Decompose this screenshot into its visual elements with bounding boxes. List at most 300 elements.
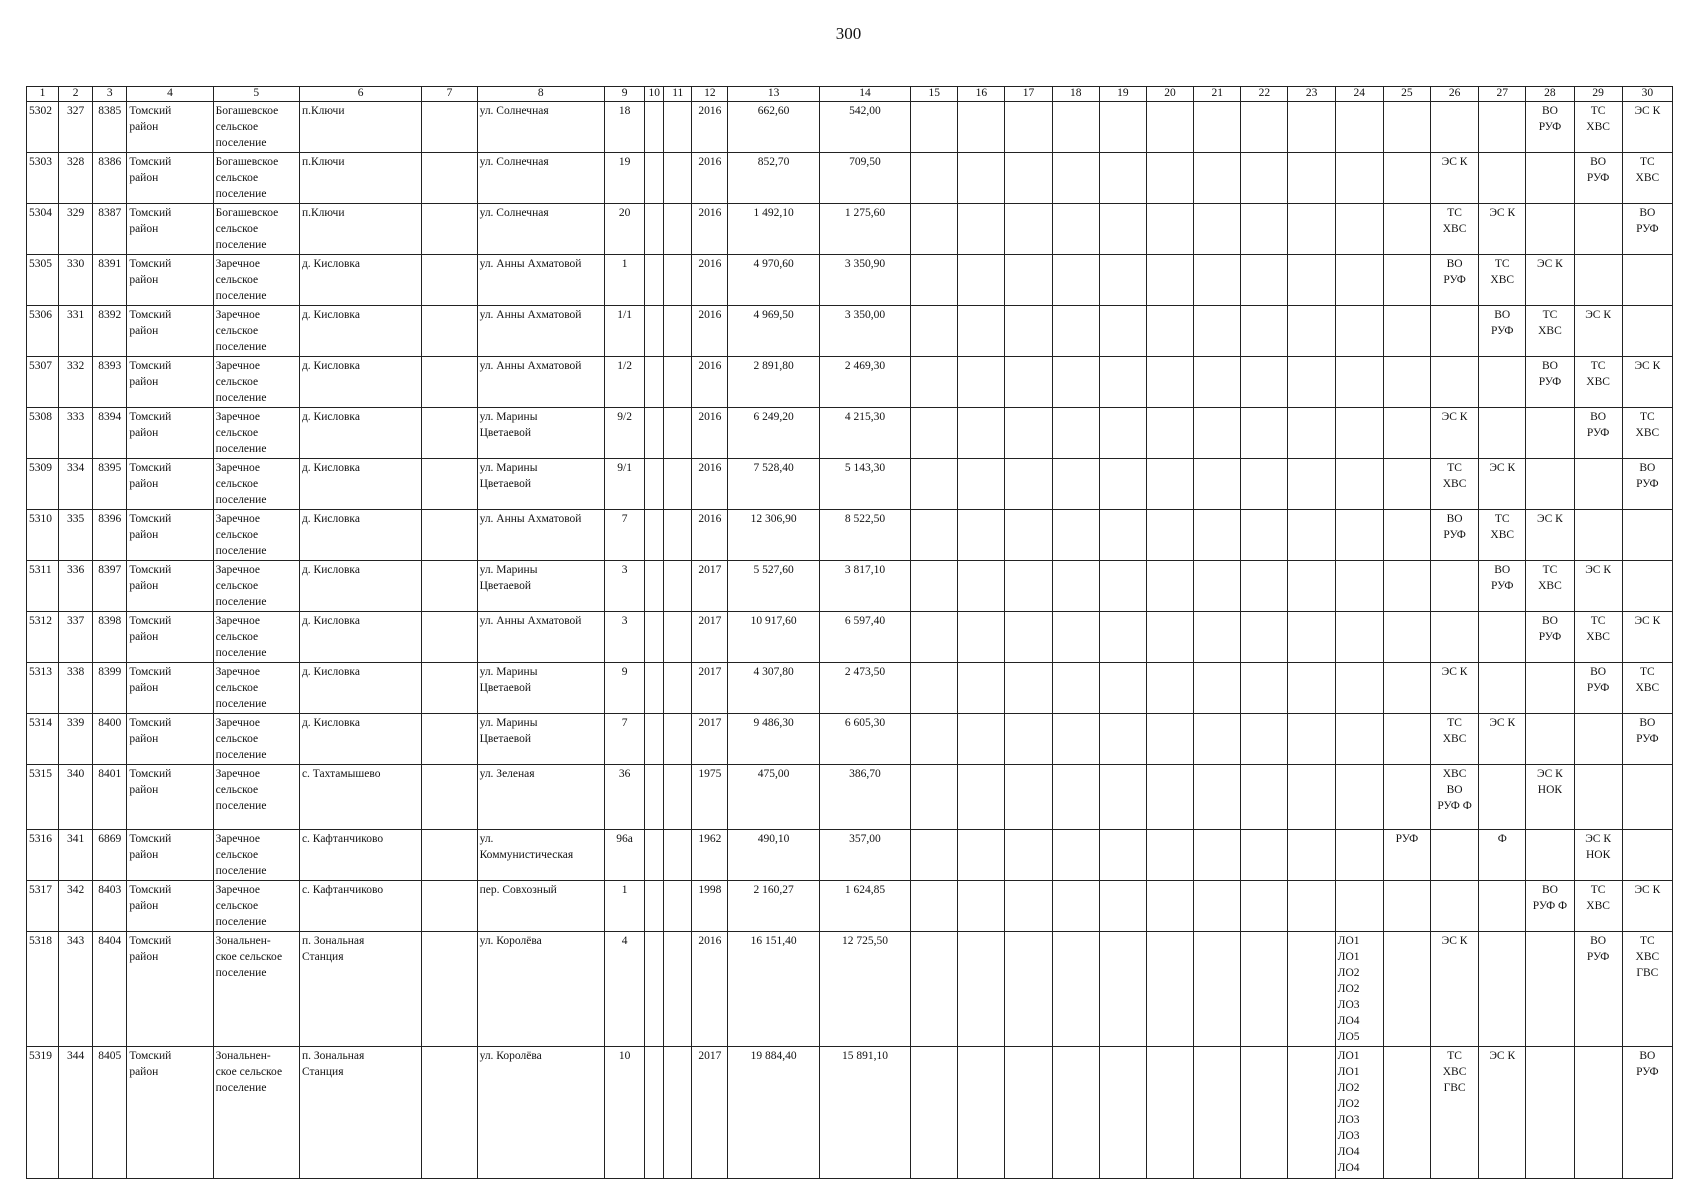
cell-col-9: 1 (605, 255, 645, 306)
cell-col-6: д. Кисловка (299, 714, 421, 765)
cell-col-30: ВО РУФ (1622, 459, 1672, 510)
cell-col-1: 5316 (27, 830, 59, 881)
cell-col-7 (422, 408, 477, 459)
cell-col-28: ТС ХВС (1526, 561, 1574, 612)
cell-col-23 (1288, 204, 1335, 255)
cell-col-11 (664, 408, 692, 459)
cell-col-30: ТС ХВС ГВС (1622, 932, 1672, 1047)
cell-col-24 (1335, 510, 1383, 561)
cell-col-5: Заречное сельское поселение (213, 306, 299, 357)
cell-col-19 (1099, 408, 1146, 459)
cell-col-19 (1099, 102, 1146, 153)
cell-col-25 (1383, 714, 1430, 765)
cell-col-7 (422, 881, 477, 932)
cell-col-22 (1241, 255, 1288, 306)
cell-col-7 (422, 306, 477, 357)
cell-col-24 (1335, 881, 1383, 932)
cell-col-15 (911, 765, 958, 830)
cell-col-21 (1194, 765, 1241, 830)
cell-col-12: 2016 (692, 255, 728, 306)
cell-col-4: Томский район (127, 204, 213, 255)
cell-col-3: 8399 (93, 663, 127, 714)
column-number-1: 1 (27, 87, 59, 102)
table-row (27, 932, 1673, 1047)
cell-col-18 (1052, 204, 1099, 255)
cell-col-18 (1052, 881, 1099, 932)
cell-col-12: 2016 (692, 204, 728, 255)
cell-col-23 (1288, 612, 1335, 663)
table-row (27, 1047, 1673, 1179)
cell-col-28: ВО РУФ Ф (1526, 881, 1574, 932)
cell-col-3: 6869 (93, 830, 127, 881)
cell-col-28 (1526, 932, 1574, 1047)
cell-col-12: 2017 (692, 561, 728, 612)
cell-col-6: д. Кисловка (299, 357, 421, 408)
cell-col-26: ТС ХВС (1431, 204, 1479, 255)
cell-col-12: 2017 (692, 714, 728, 765)
cell-col-8: ул. Марины Цветаевой (477, 561, 604, 612)
cell-col-1: 5311 (27, 561, 59, 612)
cell-col-29 (1574, 714, 1622, 765)
cell-col-27: ВО РУФ (1479, 306, 1526, 357)
table-row (27, 408, 1673, 459)
cell-col-25 (1383, 881, 1430, 932)
cell-col-10 (645, 306, 664, 357)
cell-col-23 (1288, 714, 1335, 765)
cell-col-1: 5302 (27, 102, 59, 153)
cell-col-24 (1335, 204, 1383, 255)
cell-col-8: ул. Анны Ахматовой (477, 510, 604, 561)
cell-col-25 (1383, 255, 1430, 306)
cell-col-6: д. Кисловка (299, 510, 421, 561)
column-number-header-row (27, 87, 1673, 102)
cell-col-30: ЭС К (1622, 881, 1672, 932)
cell-col-29: ТС ХВС (1574, 881, 1622, 932)
cell-col-5: Зональнен- ское сельское поселение (213, 932, 299, 1047)
column-number-14: 14 (819, 87, 910, 102)
cell-col-19 (1099, 204, 1146, 255)
cell-col-22 (1241, 153, 1288, 204)
cell-col-2: 337 (59, 612, 93, 663)
cell-col-13: 490,10 (728, 830, 819, 881)
cell-col-16 (958, 714, 1005, 765)
cell-col-5: Богашевское сельское поселение (213, 204, 299, 255)
cell-col-11 (664, 204, 692, 255)
cell-col-19 (1099, 765, 1146, 830)
cell-col-28 (1526, 204, 1574, 255)
cell-col-25 (1383, 1047, 1430, 1179)
cell-col-9: 1 (605, 881, 645, 932)
cell-col-11 (664, 932, 692, 1047)
cell-col-27: Ф (1479, 830, 1526, 881)
cell-col-7 (422, 459, 477, 510)
column-number-30: 30 (1622, 87, 1672, 102)
cell-col-10 (645, 932, 664, 1047)
cell-col-16 (958, 204, 1005, 255)
cell-col-12: 2016 (692, 510, 728, 561)
cell-col-27 (1479, 102, 1526, 153)
cell-col-4: Томский район (127, 153, 213, 204)
cell-col-6: п.Ключи (299, 102, 421, 153)
cell-col-21 (1194, 102, 1241, 153)
cell-col-17 (1005, 510, 1052, 561)
cell-col-15 (911, 932, 958, 1047)
column-number-23: 23 (1288, 87, 1335, 102)
cell-col-9: 1/1 (605, 306, 645, 357)
table-row (27, 102, 1673, 153)
cell-col-24 (1335, 102, 1383, 153)
cell-col-24 (1335, 830, 1383, 881)
cell-col-12: 1975 (692, 765, 728, 830)
cell-col-10 (645, 765, 664, 830)
cell-col-26 (1431, 830, 1479, 881)
cell-col-6: с. Тахтамышево (299, 765, 421, 830)
cell-col-17 (1005, 663, 1052, 714)
cell-col-1: 5313 (27, 663, 59, 714)
cell-col-13: 7 528,40 (728, 459, 819, 510)
column-number-18: 18 (1052, 87, 1099, 102)
cell-col-20 (1146, 153, 1193, 204)
table-row (27, 561, 1673, 612)
cell-col-14: 709,50 (819, 153, 910, 204)
cell-col-26 (1431, 612, 1479, 663)
column-number-29: 29 (1574, 87, 1622, 102)
cell-col-9: 1/2 (605, 357, 645, 408)
cell-col-29 (1574, 459, 1622, 510)
cell-col-16 (958, 663, 1005, 714)
cell-col-29: ВО РУФ (1574, 408, 1622, 459)
cell-col-1: 5319 (27, 1047, 59, 1179)
cell-col-30: ВО РУФ (1622, 714, 1672, 765)
cell-col-21 (1194, 663, 1241, 714)
cell-col-4: Томский район (127, 663, 213, 714)
cell-col-17 (1005, 408, 1052, 459)
cell-col-22 (1241, 102, 1288, 153)
table-body (27, 102, 1673, 1179)
cell-col-26: ЭС К (1431, 932, 1479, 1047)
cell-col-19 (1099, 459, 1146, 510)
table-row (27, 153, 1673, 204)
cell-col-25 (1383, 765, 1430, 830)
cell-col-20 (1146, 765, 1193, 830)
cell-col-16 (958, 306, 1005, 357)
cell-col-16 (958, 255, 1005, 306)
column-number-11: 11 (664, 87, 692, 102)
cell-col-11 (664, 561, 692, 612)
cell-col-26 (1431, 357, 1479, 408)
cell-col-10 (645, 663, 664, 714)
cell-col-14: 12 725,50 (819, 932, 910, 1047)
cell-col-23 (1288, 663, 1335, 714)
cell-col-19 (1099, 714, 1146, 765)
cell-col-25 (1383, 306, 1430, 357)
cell-col-30 (1622, 255, 1672, 306)
cell-col-21 (1194, 255, 1241, 306)
cell-col-12: 2017 (692, 1047, 728, 1179)
cell-col-11 (664, 663, 692, 714)
cell-col-14: 15 891,10 (819, 1047, 910, 1179)
cell-col-2: 342 (59, 881, 93, 932)
cell-col-10 (645, 1047, 664, 1179)
cell-col-8: ул. Анны Ахматовой (477, 357, 604, 408)
cell-col-6: д. Кисловка (299, 663, 421, 714)
cell-col-10 (645, 459, 664, 510)
cell-col-12: 2016 (692, 306, 728, 357)
cell-col-13: 6 249,20 (728, 408, 819, 459)
cell-col-2: 334 (59, 459, 93, 510)
cell-col-23 (1288, 932, 1335, 1047)
cell-col-1: 5317 (27, 881, 59, 932)
table-row (27, 204, 1673, 255)
cell-col-26: ЭС К (1431, 408, 1479, 459)
cell-col-7 (422, 255, 477, 306)
cell-col-21 (1194, 1047, 1241, 1179)
cell-col-14: 3 350,00 (819, 306, 910, 357)
cell-col-7 (422, 153, 477, 204)
cell-col-10 (645, 561, 664, 612)
cell-col-9: 4 (605, 932, 645, 1047)
cell-col-1: 5310 (27, 510, 59, 561)
cell-col-1: 5314 (27, 714, 59, 765)
cell-col-27 (1479, 357, 1526, 408)
cell-col-23 (1288, 306, 1335, 357)
cell-col-27: ЭС К (1479, 1047, 1526, 1179)
cell-col-26: ТС ХВС ГВС (1431, 1047, 1479, 1179)
cell-col-24 (1335, 561, 1383, 612)
cell-col-15 (911, 612, 958, 663)
cell-col-20 (1146, 663, 1193, 714)
column-number-25: 25 (1383, 87, 1430, 102)
cell-col-2: 328 (59, 153, 93, 204)
cell-col-22 (1241, 204, 1288, 255)
cell-col-23 (1288, 357, 1335, 408)
cell-col-25 (1383, 459, 1430, 510)
cell-col-15 (911, 714, 958, 765)
cell-col-16 (958, 765, 1005, 830)
cell-col-17 (1005, 881, 1052, 932)
cell-col-5: Заречное сельское поселение (213, 408, 299, 459)
cell-col-22 (1241, 932, 1288, 1047)
cell-col-16 (958, 932, 1005, 1047)
cell-col-28: ВО РУФ (1526, 357, 1574, 408)
cell-col-5: Заречное сельское поселение (213, 561, 299, 612)
cell-col-20 (1146, 357, 1193, 408)
cell-col-28 (1526, 153, 1574, 204)
cell-col-7 (422, 932, 477, 1047)
cell-col-20 (1146, 408, 1193, 459)
column-number-3: 3 (93, 87, 127, 102)
cell-col-24: ЛО1 ЛО1 ЛО2 ЛО2 ЛО3 ЛО4 ЛО5 (1335, 932, 1383, 1047)
cell-col-14: 4 215,30 (819, 408, 910, 459)
cell-col-21 (1194, 510, 1241, 561)
cell-col-22 (1241, 765, 1288, 830)
cell-col-11 (664, 102, 692, 153)
cell-col-1: 5315 (27, 765, 59, 830)
cell-col-24 (1335, 255, 1383, 306)
cell-col-7 (422, 765, 477, 830)
cell-col-2: 332 (59, 357, 93, 408)
cell-col-22 (1241, 612, 1288, 663)
cell-col-1: 5308 (27, 408, 59, 459)
cell-col-16 (958, 561, 1005, 612)
cell-col-21 (1194, 830, 1241, 881)
cell-col-6: п. Зональная Станция (299, 1047, 421, 1179)
cell-col-19 (1099, 255, 1146, 306)
cell-col-17 (1005, 102, 1052, 153)
cell-col-1: 5312 (27, 612, 59, 663)
cell-col-13: 2 160,27 (728, 881, 819, 932)
cell-col-27 (1479, 765, 1526, 830)
cell-col-8: ул. Королёва (477, 1047, 604, 1179)
cell-col-20 (1146, 1047, 1193, 1179)
cell-col-24 (1335, 663, 1383, 714)
cell-col-3: 8400 (93, 714, 127, 765)
cell-col-5: Заречное сельское поселение (213, 459, 299, 510)
cell-col-19 (1099, 561, 1146, 612)
cell-col-23 (1288, 102, 1335, 153)
cell-col-30: ВО РУФ (1622, 1047, 1672, 1179)
cell-col-18 (1052, 153, 1099, 204)
cell-col-14: 542,00 (819, 102, 910, 153)
cell-col-17 (1005, 204, 1052, 255)
cell-col-15 (911, 1047, 958, 1179)
cell-col-18 (1052, 459, 1099, 510)
cell-col-4: Томский район (127, 357, 213, 408)
cell-col-17 (1005, 932, 1052, 1047)
cell-col-4: Томский район (127, 306, 213, 357)
cell-col-22 (1241, 714, 1288, 765)
cell-col-25 (1383, 612, 1430, 663)
cell-col-25 (1383, 510, 1430, 561)
cell-col-19 (1099, 306, 1146, 357)
cell-col-20 (1146, 204, 1193, 255)
column-number-17: 17 (1005, 87, 1052, 102)
cell-col-12: 1998 (692, 881, 728, 932)
cell-col-28 (1526, 1047, 1574, 1179)
cell-col-22 (1241, 408, 1288, 459)
cell-col-13: 19 884,40 (728, 1047, 819, 1179)
cell-col-8: ул. Марины Цветаевой (477, 714, 604, 765)
cell-col-29: ТС ХВС (1574, 612, 1622, 663)
cell-col-11 (664, 306, 692, 357)
cell-col-17 (1005, 765, 1052, 830)
cell-col-17 (1005, 306, 1052, 357)
cell-col-30: ВО РУФ (1622, 204, 1672, 255)
cell-col-21 (1194, 357, 1241, 408)
cell-col-8: пер. Совхозный (477, 881, 604, 932)
cell-col-8: ул. Марины Цветаевой (477, 408, 604, 459)
cell-col-12: 2016 (692, 102, 728, 153)
cell-col-18 (1052, 663, 1099, 714)
cell-col-27: ТС ХВС (1479, 255, 1526, 306)
cell-col-17 (1005, 1047, 1052, 1179)
cell-col-10 (645, 612, 664, 663)
cell-col-30: ТС ХВС (1622, 663, 1672, 714)
cell-col-29 (1574, 255, 1622, 306)
cell-col-8: ул. Королёва (477, 932, 604, 1047)
cell-col-11 (664, 153, 692, 204)
cell-col-28 (1526, 830, 1574, 881)
cell-col-28 (1526, 408, 1574, 459)
cell-col-5: Богашевское сельское поселение (213, 153, 299, 204)
cell-col-9: 7 (605, 510, 645, 561)
cell-col-23 (1288, 561, 1335, 612)
table-row (27, 459, 1673, 510)
column-number-5: 5 (213, 87, 299, 102)
table-row (27, 612, 1673, 663)
cell-col-1: 5305 (27, 255, 59, 306)
column-number-4: 4 (127, 87, 213, 102)
cell-col-10 (645, 714, 664, 765)
cell-col-15 (911, 663, 958, 714)
cell-col-17 (1005, 714, 1052, 765)
cell-col-3: 8401 (93, 765, 127, 830)
cell-col-30 (1622, 510, 1672, 561)
cell-col-1: 5318 (27, 932, 59, 1047)
cell-col-21 (1194, 561, 1241, 612)
cell-col-11 (664, 612, 692, 663)
cell-col-6: д. Кисловка (299, 306, 421, 357)
cell-col-3: 8394 (93, 408, 127, 459)
cell-col-3: 8387 (93, 204, 127, 255)
cell-col-2: 340 (59, 765, 93, 830)
cell-col-14: 6 605,30 (819, 714, 910, 765)
cell-col-27: ВО РУФ (1479, 561, 1526, 612)
cell-col-5: Заречное сельское поселение (213, 881, 299, 932)
cell-col-24 (1335, 765, 1383, 830)
cell-col-30: ТС ХВС (1622, 153, 1672, 204)
cell-col-28: ТС ХВС (1526, 306, 1574, 357)
cell-col-30: ТС ХВС (1622, 408, 1672, 459)
cell-col-4: Томский район (127, 765, 213, 830)
cell-col-12: 2017 (692, 663, 728, 714)
cell-col-12: 2016 (692, 932, 728, 1047)
cell-col-4: Томский район (127, 459, 213, 510)
cell-col-6: д. Кисловка (299, 459, 421, 510)
cell-col-18 (1052, 102, 1099, 153)
cell-col-8: ул. Анны Ахматовой (477, 306, 604, 357)
cell-col-20 (1146, 932, 1193, 1047)
cell-col-13: 852,70 (728, 153, 819, 204)
cell-col-19 (1099, 1047, 1146, 1179)
cell-col-17 (1005, 561, 1052, 612)
column-number-9: 9 (605, 87, 645, 102)
cell-col-9: 7 (605, 714, 645, 765)
cell-col-28: ЭС К (1526, 255, 1574, 306)
cell-col-18 (1052, 714, 1099, 765)
cell-col-21 (1194, 932, 1241, 1047)
cell-col-5: Заречное сельское поселение (213, 830, 299, 881)
cell-col-30: ЭС К (1622, 357, 1672, 408)
cell-col-8: ул. Марины Цветаевой (477, 459, 604, 510)
cell-col-19 (1099, 830, 1146, 881)
cell-col-5: Заречное сельское поселение (213, 357, 299, 408)
cell-col-9: 18 (605, 102, 645, 153)
cell-col-28: ВО РУФ (1526, 102, 1574, 153)
cell-col-14: 2 469,30 (819, 357, 910, 408)
cell-col-13: 9 486,30 (728, 714, 819, 765)
cell-col-23 (1288, 765, 1335, 830)
cell-col-30: ЭС К (1622, 102, 1672, 153)
cell-col-15 (911, 102, 958, 153)
cell-col-23 (1288, 1047, 1335, 1179)
cell-col-12: 2016 (692, 408, 728, 459)
cell-col-20 (1146, 255, 1193, 306)
cell-col-20 (1146, 459, 1193, 510)
cell-col-27 (1479, 932, 1526, 1047)
cell-col-26: ЭС К (1431, 153, 1479, 204)
cell-col-8: ул. Солнечная (477, 153, 604, 204)
